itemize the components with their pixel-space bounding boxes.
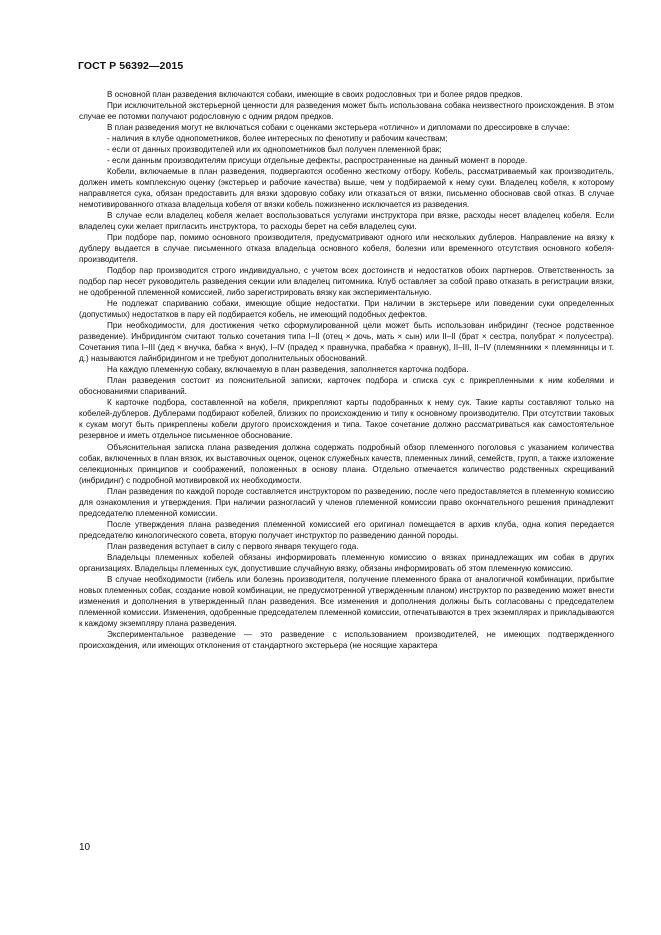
paragraph: Кобели, включаемые в план разведения, подвергаются особенно жесткому отбору. Кобель, рассматриваемый как производитель, должен иметь комплексную оценку (экстерьер и рабочие качества) выше, чем у подбираемой к нему суки. Владелец кобеля, к которому направляется сука, обязан предоставить для вязки здоровую собаку или отказаться от вязки, письменно обосновав свой отказ. В случае немотивированного отказа владельца кобеля от вязки кобель пожизненно исключается из разведения. bbox=[79, 167, 614, 210]
paragraph: Не подлежат спариванию собаки, имеющие общие недостатки. При наличии в экстерьере или поведении суки определенных (допустимых) недостатков в пару ей подбирается кобель, не имеющий подобных дефектов. bbox=[79, 299, 614, 320]
list-item: - если от данных производителей или их однопометников был получен племенной брак; bbox=[107, 145, 442, 155]
document-body bbox=[79, 89, 614, 651]
page-number: 10 bbox=[79, 842, 91, 853]
paragraph: План разведения вступает в силу с первого января текущего года. bbox=[107, 541, 359, 551]
paragraph: В основной план разведения включаются собаки, имеющие в своих родословных три и более рядов предков. bbox=[107, 90, 523, 99]
paragraph: Объяснительная записка плана разведения должна содержать подробный обзор племенного поголовья с указанием количества собак, включенных в план вязок, их выставочных оценок, оценок служебных качеств, племенных линий, семейств, групп, а также изложение селекционных принципов и соображений, положенных в основу плана. Отдельно отмечается количество родственных скрещиваний (инбридинг) с подробной мотивировкой их необходимости. bbox=[79, 442, 614, 485]
paragraph: Подбор пар производится строго индивидуально, с учетом всех достоинств и недостатков обоих партнеров. Ответственность за подбор пар несет руководитель разведения секции или владелец питомника. Клуб оставляет за собой право отказать в регистрации вязки, не одобренной племенной комиссией, либо зарегистрировать вязку как экспериментальную. bbox=[79, 266, 614, 298]
paragraph: При подборе пар, помимо основного производителя, предусматривают одного или нескольких дублеров. Направление на вязку к дублеру выдается в случае письменного отказа владельца основного кобеля, болезни или временного отсутствия основного кобеля-производителя. bbox=[79, 233, 614, 265]
paragraph: В случае необходимости (гибель или болезнь производителя, получение племенного брака от аналогичной комбинации, прибытие новых племенных собак, создание новой комбинации, не предусмотренной утвержденным планом) инструктор по разведению может внести изменения и дополнения в утвержденный план разведения. Все изменения и дополнения должны быть согласованы с председателем племенной комиссии. Изменения, одобренные председателем племенной комиссии, отпечатываются в трех экземплярах и прикладываются к каждому экземпляру плана разведения. bbox=[79, 574, 614, 628]
list-item: - наличия в клубе однопометников, более интересных по фенотипу и рабочим качествам; bbox=[107, 134, 448, 144]
paragraph: К карточке подбора, составленной на кобеля, прикрепляют карты подобранных к нему сук. Такие карты составляют только на кобелей-дублеров. Дублерами подбирают кобелей, близких по происхождению и типу к основному производителю. При отсутствии таковых к сукам могут быть прикреплены кобели другого происхождения и типа. Такое сочетание должно рассматриваться как самостоятельное резервное и иметь отдельное письменное обоснование. bbox=[79, 398, 614, 441]
paragraph: План разведения состоит из пояснительной записки, карточек подбора и списка сук с прикрепленными к ним кобелями и обоснованиями спариваний. bbox=[79, 376, 614, 397]
paragraph: Экспериментальное разведение — это разведение с использованием производителей, не имеющих подтвержденного происхождения, или имеющих отклонения от стандартного экстерьера (не носящие характера bbox=[79, 629, 614, 650]
list-item: - если данным производителям присущи отдельные дефекты, распространенные на данный момент в породе. bbox=[107, 156, 528, 166]
paragraph: При исключительной экстерьерной ценности для разведения может быть использована собака неизвестного происхождения. В этом случае ее потомки получают родословную с одним рядом предков. bbox=[79, 101, 614, 122]
paragraph: План разведения по каждой породе составляется инструктором по разведению, после чего предоставляется в племенную комиссию для ознакомления и утверждения. При наличии разногласий у членов племенной комиссии право окончательного решения принадлежит председателю племенной комиссии. bbox=[79, 486, 614, 518]
document-header: ГОСТ Р 56392—2015 bbox=[78, 60, 184, 72]
paragraph: В случае если владелец кобеля желает воспользоваться услугами инструктора при вязке, расходы несет владелец кобеля. Если владелец суки желает пригласить инструктора, то расходы берет на себя владелец суки. bbox=[79, 211, 614, 232]
paragraph: В план разведения могут не включаться собаки с оценками экстерьера «отлично» и дипломами по дрессировке в случае: bbox=[107, 123, 570, 133]
paragraph: Владельцы племенных кобелей обязаны информировать племенную комиссию о вязках принадлежащих им собак в других организациях. Владельцы племенных сук, допустившие случайную вязку, обязаны информировать об этом племенную комиссию. bbox=[79, 552, 614, 573]
paragraph: После утверждения плана разведения племенной комиссией его оригинал помещается в архив клуба, одна копия передается председателю кинологического совета, вторую получает инструктор по разведению данной породы. bbox=[79, 519, 614, 540]
paragraph: На каждую племенную собаку, включаемую в план разведения, заполняется карточка подбора. bbox=[107, 365, 469, 375]
paragraph: При необходимости, для достижения четко сформулированной цели может быть использован инбридинг (тесное родственное разведение). Инбридингом считают только сочетания типа I–II (отец × дочь, мать × сын) или II–II (брат × сестра, полубрат × полусестра). Сочетания типа I–III (дед × внучка, бабка × внук), I–IV (прадед × правнучка, прабабка × правнук), II–III, II–IV (племянники × племянницы и т. д.) называются лайнбридингом и не требуют дополнительных обоснований. bbox=[79, 321, 614, 364]
